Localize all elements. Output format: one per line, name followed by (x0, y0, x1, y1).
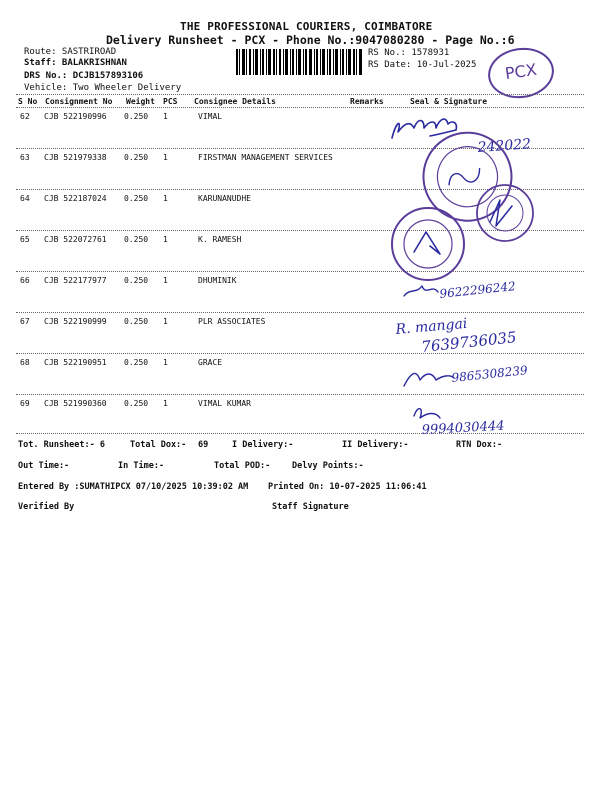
col-sno: S No (18, 97, 38, 106)
row-62-consignee: VIMAL (198, 112, 223, 121)
rs-date: RS Date: 10-Jul-2025 (368, 60, 477, 70)
row-65-round-seal (392, 208, 464, 280)
handwriting-68: 9865308239 (450, 363, 529, 385)
tot-runsheet: Tot. Runsheet:- 6 (18, 440, 105, 450)
row-69-consignee: VIMAL KUMAR (198, 399, 251, 408)
row-68-pcs: 1 (163, 358, 168, 367)
out-time: Out Time:- (18, 461, 70, 471)
signature-69 (414, 409, 440, 418)
total-dox-label: Total Dox:- (130, 440, 187, 450)
col-consignee: Consignee Details (194, 97, 276, 106)
small-round-seal (477, 185, 533, 241)
company-title: THE PROFESSIONAL COURIERS, COIMBATORE (180, 20, 433, 33)
printed-on: Printed On: 10-07-2025 11:06:41 (268, 482, 427, 492)
row-63-consignment: CJB 521979338 (44, 153, 107, 162)
row-67-pcs: 1 (163, 317, 168, 326)
row-67-sno: 67 (20, 317, 30, 326)
handwriting-67-name: R. mangai (394, 315, 468, 338)
delvy-points: Delvy Points:- (292, 461, 364, 471)
row-66-consignee: DHUMINIK (198, 276, 237, 285)
staff-signature: Staff Signature (272, 502, 349, 512)
in-time: In Time:- (118, 461, 165, 471)
row-64-consignment: CJB 522187024 (44, 194, 107, 203)
row-68-consignment: CJB 522190951 (44, 358, 107, 367)
drs-number: DRS No.: DCJB157893106 (24, 71, 144, 81)
runsheet-subtitle: Delivery Runsheet - PCX - Phone No.:9047080280 - Page No.:6 (106, 33, 515, 47)
row-66-weight: 0.250 (124, 276, 149, 285)
row-69-consignment: CJB 521990360 (44, 399, 107, 408)
row-68-weight: 0.250 (124, 358, 149, 367)
vehicle-label: Vehicle: Two Wheeler Delivery (24, 83, 182, 93)
row-65-consignee: K. RAMESH (198, 235, 242, 244)
row-66-sno: 66 (20, 276, 30, 285)
row-65-pcs: 1 (163, 235, 168, 244)
total-dox-value: 69 (198, 440, 209, 450)
entered-by: Entered By :SUMATHIPCX 07/10/2025 10:39:02 AM (18, 482, 249, 492)
row-63-weight: 0.250 (124, 153, 149, 162)
col-weight: Weight (126, 97, 155, 106)
row-62-consignment: CJB 522190996 (44, 112, 107, 121)
handwriting-63: 242022 (477, 136, 532, 156)
row-69-pcs: 1 (163, 399, 168, 408)
handwriting-66: 9622296242 (438, 279, 517, 301)
col-consignment-no: Consignment No (45, 97, 113, 106)
row-67-consignee: PLR ASSOCIATES (198, 317, 266, 326)
row-63-pcs: 1 (163, 153, 168, 162)
row-64-pcs: 1 (163, 194, 168, 203)
ii-delivery: II Delivery:- (342, 440, 409, 450)
row-65-weight: 0.250 (124, 235, 149, 244)
i-delivery: I Delivery:- (232, 440, 294, 450)
staff-label: Staff: BALAKRISHNAN (24, 58, 127, 68)
col-remarks: Remarks (350, 97, 384, 106)
signature-62 (392, 119, 456, 138)
handwriting-69: 9994030444 (421, 418, 505, 438)
row-66-consignment: CJB 522177977 (44, 276, 107, 285)
row-69-sno: 69 (20, 399, 30, 408)
pcx-stamp: PCX (485, 44, 557, 103)
row-65-consignment: CJB 522072761 (44, 235, 107, 244)
row-67-consignment: CJB 522190999 (44, 317, 107, 326)
signature-66 (404, 286, 438, 296)
total-pod: Total POD:- (214, 461, 271, 471)
row-62-pcs: 1 (163, 112, 168, 121)
row-64-sno: 64 (20, 194, 30, 203)
signature-68 (404, 373, 454, 386)
row-67-weight: 0.250 (124, 317, 149, 326)
handwriting-67-number: 7639736035 (420, 328, 518, 356)
route-label: Route: SASTRIROAD (24, 47, 117, 57)
col-pcs: PCS (163, 97, 178, 106)
row-68-consignee: GRACE (198, 358, 223, 367)
row-63-consignee: FIRSTMAN MANAGEMENT SERVICES (198, 153, 333, 162)
row-62-sno: 62 (20, 112, 30, 121)
row-63-sno: 63 (20, 153, 30, 162)
row-65-sno: 65 (20, 235, 30, 244)
row-64-weight: 0.250 (124, 194, 149, 203)
verified-by: Verified By (18, 502, 75, 512)
row-68-sno: 68 (20, 358, 30, 367)
row-69-weight: 0.250 (124, 399, 149, 408)
row-62-weight: 0.250 (124, 112, 149, 121)
col-seal-signature: Seal & Signature (410, 97, 488, 106)
rs-number: RS No.: 1578931 (368, 48, 450, 58)
rtn-dox: RTN Dox:- (456, 440, 503, 450)
row-64-consignee: KARUNANUDHE (198, 194, 251, 203)
row-66-pcs: 1 (163, 276, 168, 285)
